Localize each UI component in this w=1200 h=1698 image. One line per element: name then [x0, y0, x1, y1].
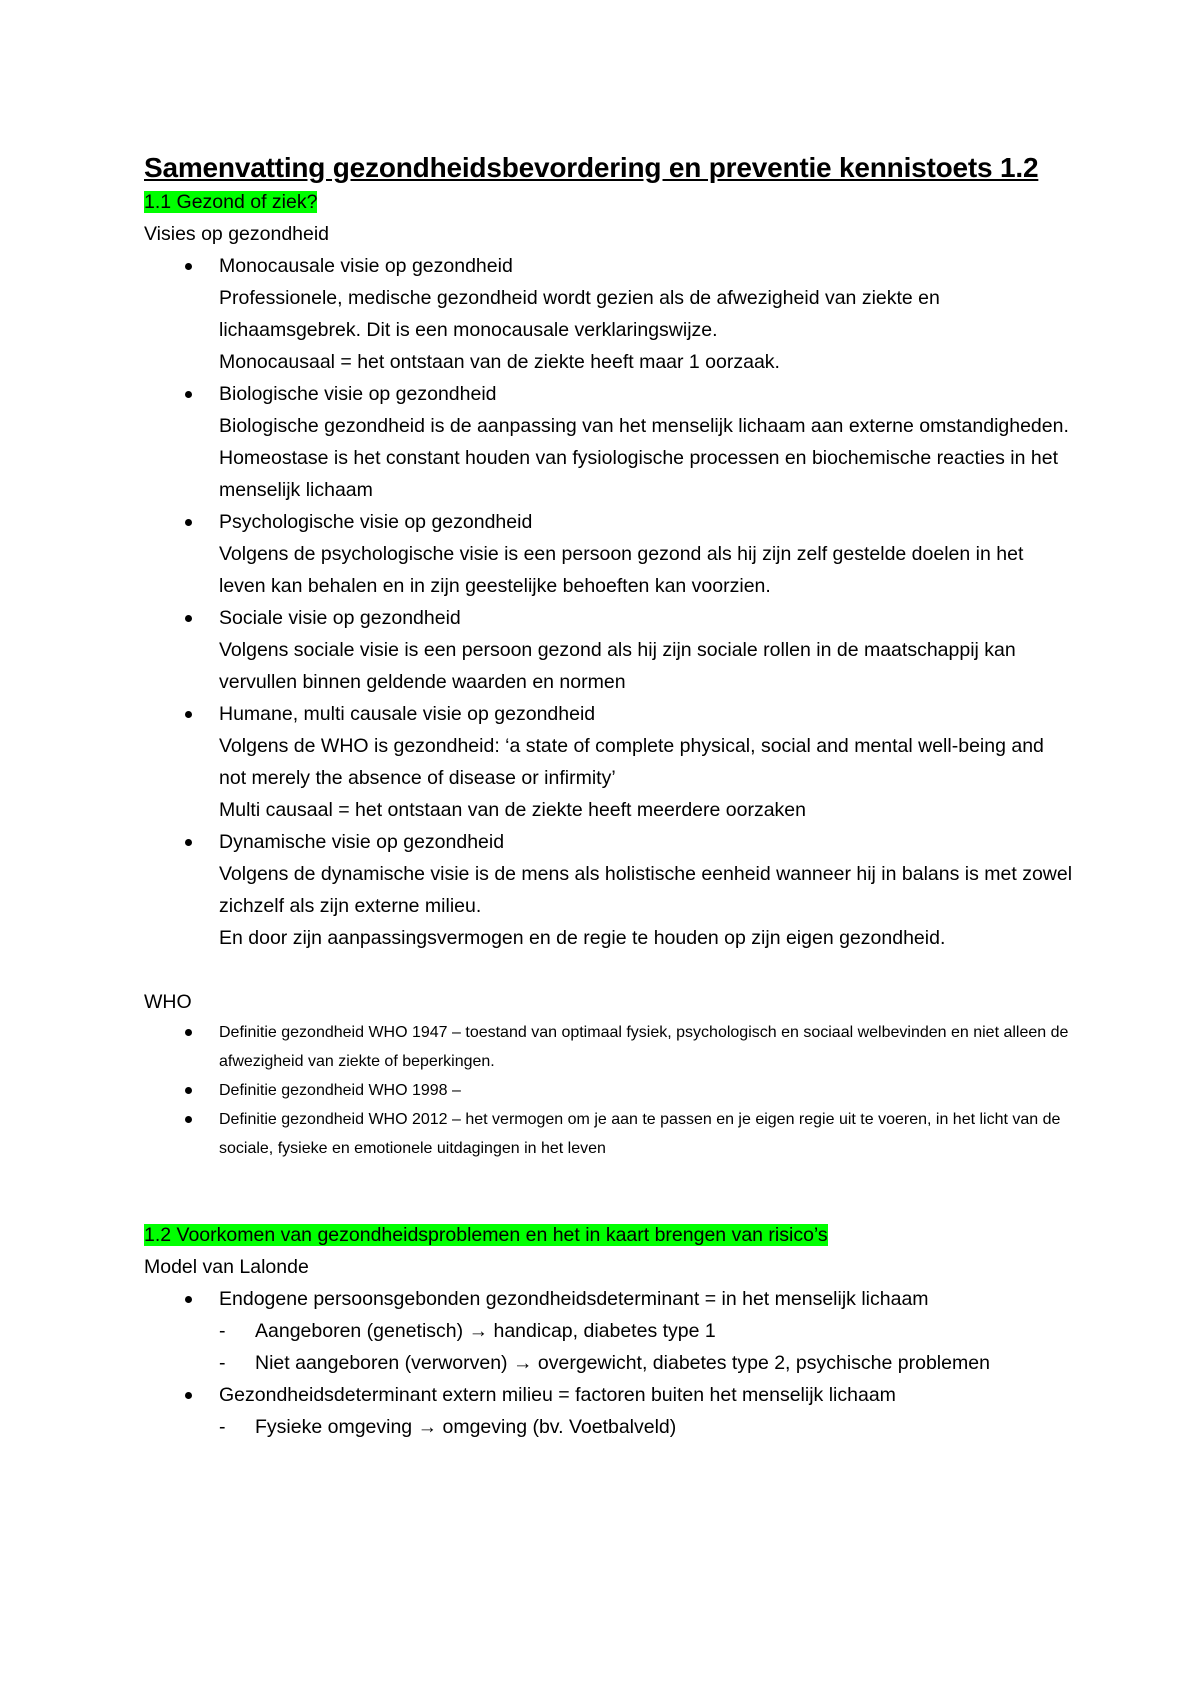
sub-list-item	[219, 1315, 1074, 1347]
visie-text: Professionele, medische gezondheid wordt gezien als de afwezigheid van ziekte en lichaamsgebrek. Dit is een monocausale verklaringswijze.	[219, 287, 940, 341]
sub-item-left: Fysieke omgeving	[255, 1416, 413, 1438]
sub-list	[219, 1411, 1074, 1443]
list-item	[144, 602, 1074, 698]
visie-text: Volgens de dynamische visie is de mens als holistische eenheid wanneer hij in balans is met zowel zichzelf als zijn externe milieu.	[219, 863, 1073, 917]
visie-text: Volgens de psychologische visie is een persoon gezond als hij zijn zelf gestelde doelen in het leven kan behalen en in zijn geestelijke behoeften kan voorzien.	[219, 543, 1024, 597]
sub-item-left: Niet aangeboren (verworven)	[255, 1352, 508, 1374]
visie-text: Volgens sociale visie is een persoon gezond als hij zijn sociale rollen in de maatschappij kan vervullen binnen geldende waarden en normen	[219, 639, 1016, 693]
visie-title: Psychologische visie op gezondheid	[219, 511, 533, 533]
section-1-heading	[144, 186, 1074, 218]
determinants-list	[144, 1283, 1074, 1443]
sub-item-right: overgewicht, diabetes type 2, psychische problemen	[537, 1352, 990, 1374]
list-item	[144, 1379, 1074, 1443]
list-item	[144, 250, 1074, 378]
sub-item-left: Aangeboren (genetisch)	[255, 1320, 464, 1342]
visie-text: Monocausaal = het ontstaan van de ziekte heeft maar 1 oorzaak.	[219, 351, 780, 373]
list-item: Definitie gezondheid WHO 1998 –	[144, 1076, 1074, 1105]
visie-title: Dynamische visie op gezondheid	[219, 831, 505, 853]
spacer	[144, 1163, 1074, 1219]
document-content	[144, 150, 1074, 1443]
list-item: Definitie gezondheid WHO 1947 – toestand van optimaal fysiek, psychologisch en sociaal welbevinden en niet alleen de afwezigheid van ziekte of beperkingen.	[144, 1018, 1074, 1076]
determinant-title: Endogene persoonsgebonden gezondheidsdeterminant = in het menselijk lichaam	[219, 1288, 929, 1310]
list-item	[144, 1283, 1074, 1379]
section-2-heading	[144, 1219, 1074, 1251]
who-list	[144, 1018, 1074, 1163]
list-item	[144, 698, 1074, 826]
arrow-right-icon: →	[512, 1352, 533, 1374]
visie-title: Humane, multi causale visie op gezondheid	[219, 703, 596, 725]
arrow-right-icon: →	[468, 1320, 489, 1342]
visie-title: Monocausale visie op gezondheid	[219, 255, 513, 277]
who-heading: WHO	[144, 991, 192, 1013]
sub-item-right: handicap, diabetes type 1	[493, 1320, 716, 1342]
list-item	[144, 378, 1074, 506]
visie-text: Biologische gezondheid is de aanpassing van het menselijk lichaam aan externe omstandigheden.	[219, 415, 1069, 437]
visie-title: Sociale visie op gezondheid	[219, 607, 461, 629]
section-1-subheading: Visies op gezondheid	[144, 223, 330, 245]
visie-text: En door zijn aanpassingsvermogen en de regie te houden op zijn eigen gezondheid.	[219, 927, 946, 949]
section-2-subheading: Model van Lalonde	[144, 1256, 309, 1278]
list-item	[144, 826, 1074, 954]
sub-item-right: omgeving (bv. Voetbalveld)	[442, 1416, 677, 1438]
visie-text: Multi causaal = het ontstaan van de ziekte heeft meerdere oorzaken	[219, 799, 806, 821]
visies-list	[144, 250, 1074, 954]
document-title: Samenvatting gezondheidsbevordering en preventie kennistoets 1.2	[144, 152, 1039, 183]
visie-text: Homeostase is het constant houden van fysiologische processen en biochemische reacties in het menselijk lichaam	[219, 447, 1058, 501]
visie-title: Biologische visie op gezondheid	[219, 383, 497, 405]
section-1-heading-text: 1.1 Gezond of ziek?	[144, 191, 318, 213]
visie-text: Volgens de WHO is gezondheid: ‘a state of complete physical, social and mental well-being and not merely the absence of disease or infirmity’	[219, 735, 1044, 789]
spacer	[144, 954, 1074, 986]
sub-list-item	[219, 1347, 1074, 1379]
section-2-heading-text: 1.2 Voorkomen van gezondheidsproblemen en het in kaart brengen van risico’s	[144, 1224, 828, 1246]
determinant-title: Gezondheidsdeterminant extern milieu = factoren buiten het menselijk lichaam	[219, 1384, 896, 1406]
sub-list	[219, 1315, 1074, 1379]
arrow-right-icon: →	[417, 1416, 438, 1438]
sub-list-item	[219, 1411, 1074, 1443]
list-item	[144, 506, 1074, 602]
list-item: Definitie gezondheid WHO 2012 – het vermogen om je aan te passen en je eigen regie uit te voeren, in het licht van de sociale, fysieke en emotionele uitdagingen in het leven	[144, 1105, 1074, 1163]
